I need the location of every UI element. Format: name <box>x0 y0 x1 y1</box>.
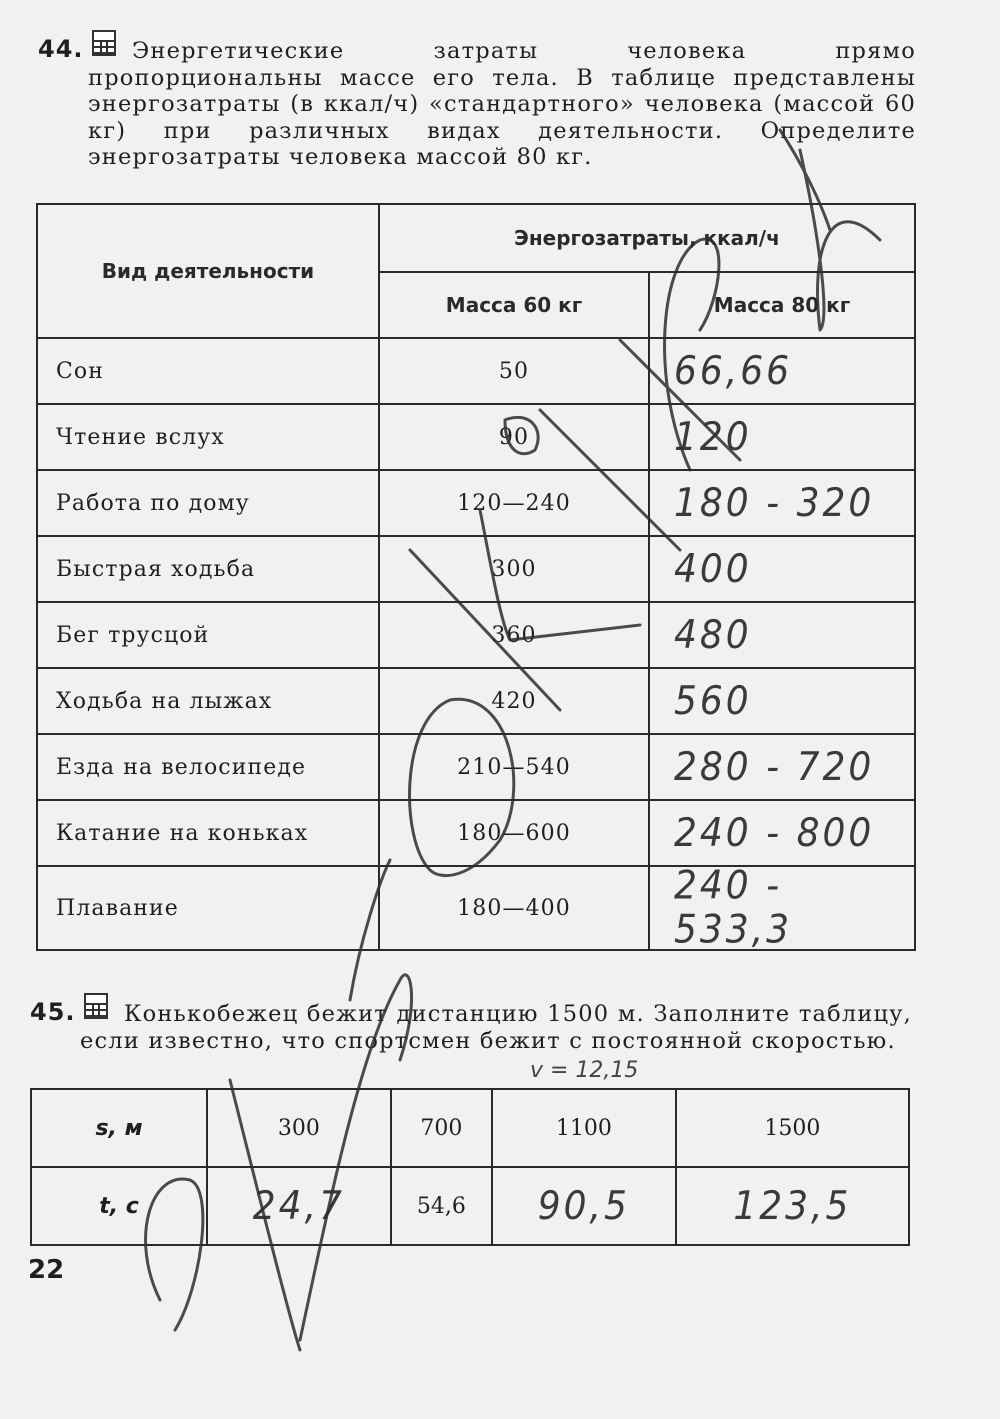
m80-cell[interactable] <box>649 338 915 404</box>
col-m60-header: Масса 60 кг <box>379 272 649 338</box>
m80-answer: 280 - 720 <box>674 744 875 790</box>
t-label: t, c <box>31 1167 207 1245</box>
t-cell[interactable]: 54,6 <box>391 1167 492 1245</box>
s-cell: 700 <box>391 1089 492 1167</box>
m80-cell[interactable] <box>649 863 915 953</box>
task44-number: 44. <box>38 35 84 63</box>
m80-answer: 66,66 <box>674 348 793 394</box>
activity-cell: Работа по дому <box>37 470 379 536</box>
energy-table <box>36 203 916 951</box>
m80-cell[interactable] <box>649 470 915 536</box>
table-row <box>37 668 915 734</box>
m60-cell: 360 <box>379 602 649 668</box>
s-cell: 300 <box>207 1089 391 1167</box>
m80-answer: 180 - 320 <box>674 480 875 526</box>
col-group-header: Энергозатраты, ккал/ч <box>379 204 915 272</box>
table-row <box>37 470 915 536</box>
m60-cell: 120—240 <box>379 470 649 536</box>
m60-cell: 50 <box>379 338 649 404</box>
m80-answer: 480 <box>674 612 752 658</box>
m60-cell: 300 <box>379 536 649 602</box>
activity-cell: Ходьба на лыжах <box>37 668 379 734</box>
table-row <box>31 1167 909 1245</box>
m60-cell: 180—600 <box>379 800 649 866</box>
col-m80-header: Масса 80 кг <box>649 272 915 338</box>
table-row <box>37 602 915 668</box>
table-row <box>37 800 915 866</box>
task45-text: Конькобежец бежит дистанцию 1500 м. Заполните таблицу, если известно, что спортсмен бежит с постоянной скоростью. <box>80 1001 912 1054</box>
m80-answer: 240 - 533,3 <box>674 863 793 953</box>
activity-cell: Быстрая ходьба <box>37 536 379 602</box>
activity-cell: Чтение вслух <box>37 404 379 470</box>
t-cell[interactable] <box>492 1167 676 1245</box>
table-row <box>37 536 915 602</box>
s-cell: 1500 <box>676 1089 909 1167</box>
m80-cell[interactable] <box>649 404 915 470</box>
activity-cell: Плавание <box>37 866 379 950</box>
activity-cell: Сон <box>37 338 379 404</box>
m80-cell[interactable] <box>649 668 915 734</box>
m80-answer: 400 <box>674 546 752 592</box>
task45-number: 45. <box>30 998 76 1026</box>
m80-cell[interactable] <box>649 536 915 602</box>
m60-cell: 420 <box>379 668 649 734</box>
m60-cell: 180—400 <box>379 866 649 950</box>
s-cell: 1100 <box>492 1089 676 1167</box>
t-answer: 90,5 <box>537 1183 630 1229</box>
t-cell[interactable] <box>676 1167 909 1245</box>
m60-cell: 210—540 <box>379 734 649 800</box>
skater-table <box>30 1088 910 1246</box>
activity-cell: Езда на велосипеде <box>37 734 379 800</box>
m60-cell: 90 <box>379 404 649 470</box>
activity-cell: Катание на коньках <box>37 800 379 866</box>
task44-text: Энергетические затраты человека прямо пропорциональны массе его тела. В таблице представлены энергозатраты (в ккал/ч) «стандартного» человека (массой 60 кг) при различных видах деятельности. Определите энергозатраты человека массой 80 кг. <box>88 38 916 170</box>
activity-cell: Бег трусцой <box>37 602 379 668</box>
page-number: 22 <box>28 1255 65 1285</box>
col-activity-header: Вид деятельности <box>37 204 379 338</box>
table-row <box>31 1089 909 1167</box>
m80-cell[interactable] <box>649 800 915 866</box>
table-row <box>37 404 915 470</box>
speed-note: v = 12,15 <box>530 1058 639 1083</box>
s-label: s, м <box>31 1089 207 1167</box>
table-row <box>37 338 915 404</box>
t-answer: 123,5 <box>733 1183 852 1229</box>
m80-answer: 240 - 800 <box>674 810 875 856</box>
m80-cell[interactable] <box>649 734 915 800</box>
m80-cell[interactable] <box>649 602 915 668</box>
t-answer: 24,7 <box>252 1183 345 1229</box>
table-row <box>37 866 915 950</box>
m80-answer: 560 <box>674 678 752 724</box>
m80-answer: 120 <box>674 414 752 460</box>
t-cell[interactable] <box>207 1167 391 1245</box>
table-row <box>37 734 915 800</box>
